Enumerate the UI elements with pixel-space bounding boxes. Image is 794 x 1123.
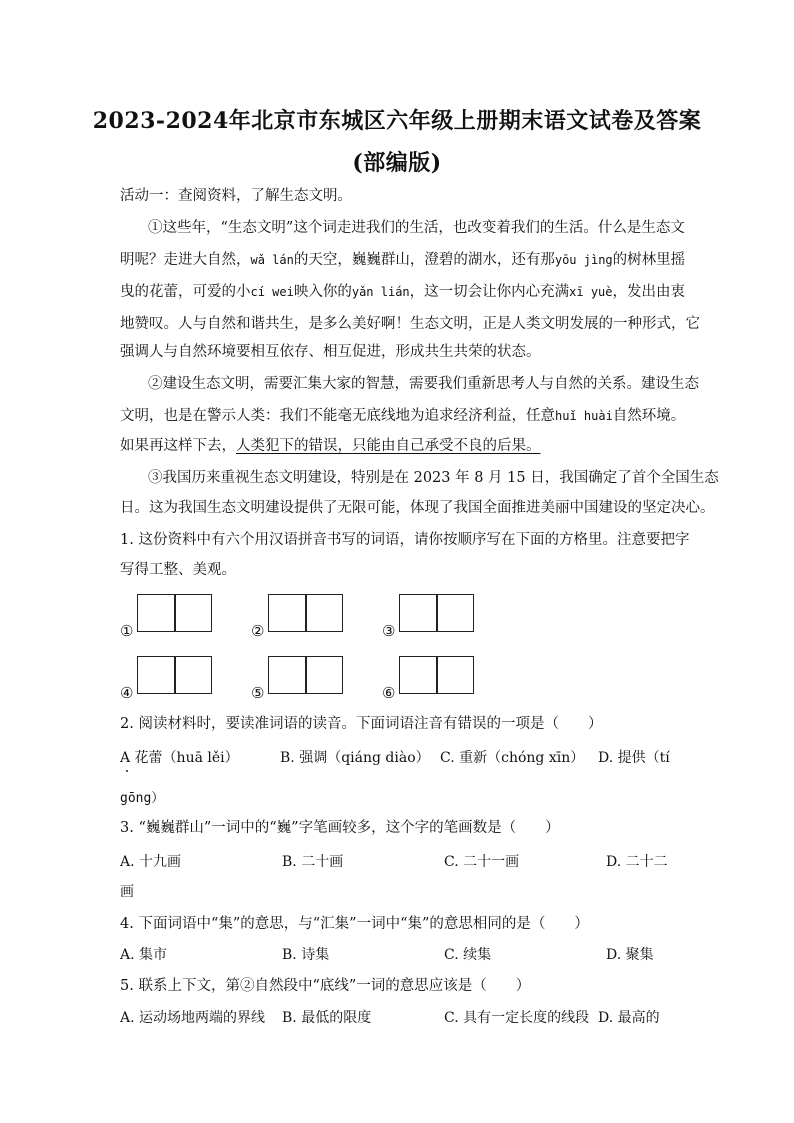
box-label-3: ③ <box>382 622 396 640</box>
answer-box-4[interactable] <box>137 656 212 694</box>
box-divider <box>174 657 176 693</box>
answer-box-5[interactable] <box>268 656 343 694</box>
box-label-1: ① <box>120 622 134 640</box>
q2-stem: 2. 阅读材料时，要读准词语的读音。下面词语注音有错误的一项是（ ） <box>120 716 603 732</box>
answer-box-3[interactable] <box>399 594 474 632</box>
q3-stem: 3. “巍巍群山”一词中的“巍”字笔画较多，这个字的笔画数是（ ） <box>120 820 560 836</box>
pinyin: yōu jìng <box>554 253 613 267</box>
box-label-4: ④ <box>120 684 134 702</box>
pinyin: cí wei <box>250 285 294 299</box>
page-title: 2023-2024年北京市东城区六年级上册期末语文试卷及答案 <box>92 108 702 134</box>
box-label-2: ② <box>251 622 265 640</box>
q3-option-d[interactable]: D. 二十二 <box>606 854 668 870</box>
activity-heading: 活动一：查阅资料，了解生态文明。 <box>120 188 352 204</box>
p2-line-1: ②建设生态文明，需要汇集大家的智慧，需要我们重新思考人与自然的关系。建设生态 <box>148 376 699 392</box>
q2-option-c[interactable]: C. 重新（chóng xīn） <box>440 750 585 766</box>
pinyin: xī yuè <box>569 285 613 299</box>
answer-box-6[interactable] <box>399 656 474 694</box>
q3-option-d-cont: 画 <box>120 884 134 900</box>
text: 文明，也是在警示人类：我们不能毫无底线地为追求经济利益，任意 <box>120 408 555 424</box>
underlined-sentence: 人类犯下的错误，只能由自己承受不良的后果。 <box>236 438 541 454</box>
text: ，发出由衷 <box>612 284 686 300</box>
box-label-6: ⑥ <box>382 684 396 702</box>
text: 曳的花蕾，可爱的小 <box>120 284 251 300</box>
p3-line-2: 日。这为我国生态文明建设提供了无限可能，体现了我国全面推进美丽中国建设的坚定决心。 <box>120 500 715 516</box>
q2-option-a[interactable]: A 花蕾（huā lěi） <box>120 750 239 766</box>
q4-option-a[interactable]: A. 集市 <box>120 947 168 963</box>
box-divider <box>436 657 438 693</box>
page-subtitle: (部编版) <box>352 150 442 176</box>
q5-option-c[interactable]: C. 具有一定长度的线段 <box>444 1010 590 1026</box>
pinyin: huǐ huài <box>555 409 613 423</box>
text: ，这一切会让你内心充满 <box>409 284 570 300</box>
pinyin: wǎ lán <box>250 253 294 267</box>
p1-line-5: 强调人与自然环境要相互依存、相互促进，形成共生共荣的状态。 <box>120 344 541 360</box>
q4-option-d[interactable]: D. 聚集 <box>606 947 654 963</box>
box-divider <box>174 595 176 631</box>
q5-option-d[interactable]: D. 最高的 <box>598 1010 660 1026</box>
q1-line-1: 1. 这份资料中有六个用汉语拼音书写的词语，请你按顺序写在下面的方格里。注意要把字 <box>120 532 690 548</box>
p3-line-1: ③我国历来重视生态文明建设，特别是在 2023 年 8 月 15 日，我国确定了首个全国生态 <box>148 470 719 486</box>
q3-option-c[interactable]: C. 二十一画 <box>444 854 520 870</box>
box-label-5: ⑤ <box>251 684 265 702</box>
q4-option-c[interactable]: C. 续集 <box>444 947 492 963</box>
q4-stem: 4. 下面词语中“集”的意思，与“汇集”一词中“集”的意思相同的是（ ） <box>120 916 589 932</box>
p2-line-3 <box>120 436 680 456</box>
answer-box-1[interactable] <box>137 594 212 632</box>
box-divider <box>305 657 307 693</box>
text: 自然环境。 <box>612 408 686 424</box>
q3-option-a[interactable]: A. 十九画 <box>120 854 182 870</box>
box-divider <box>436 595 438 631</box>
emphasis-dot <box>126 770 128 772</box>
text: 的天空，巍巍群山，澄碧的湖水，还有那 <box>293 252 555 268</box>
p1-line-3 <box>120 282 686 302</box>
p2-line-2 <box>120 406 686 426</box>
q4-option-b[interactable]: B. 诗集 <box>282 947 330 963</box>
text: 如果再这样下去， <box>120 438 236 454</box>
text: 的树林里摇 <box>612 252 686 268</box>
pinyin: yǎn lián <box>351 285 410 299</box>
text: 明呢？走进大自然， <box>120 252 251 268</box>
answer-box-2[interactable] <box>268 594 343 632</box>
p1-line-2 <box>120 250 686 270</box>
p1-line-4: 地赞叹。人与自然和谐共生，是多么美好啊！生态文明，正是人类文明发展的一种形式，它 <box>120 316 700 332</box>
q3-option-b[interactable]: B. 二十画 <box>282 854 344 870</box>
q5-option-b[interactable]: B. 最低的限度 <box>282 1010 372 1026</box>
q5-option-a[interactable]: A. 运动场地两端的界线 <box>120 1010 266 1026</box>
q2-option-b[interactable]: B. 强调（qiáng diào） <box>280 750 430 766</box>
q2-option-d[interactable]: D. 提供（tí <box>598 750 670 766</box>
p1-line-1: ①这些年，“生态文明”这个词走进我们的生活，也改变着我们的生活。什么是生态文 <box>148 220 685 236</box>
q5-stem: 5. 联系上下文，第②自然段中“底线”一词的意思应该是（ ） <box>120 978 531 994</box>
q1-line-2: 写得工整、美观。 <box>120 562 236 578</box>
q2-option-d-cont: gōng） <box>120 791 165 806</box>
text: 映入你的 <box>293 284 352 300</box>
box-divider <box>305 595 307 631</box>
